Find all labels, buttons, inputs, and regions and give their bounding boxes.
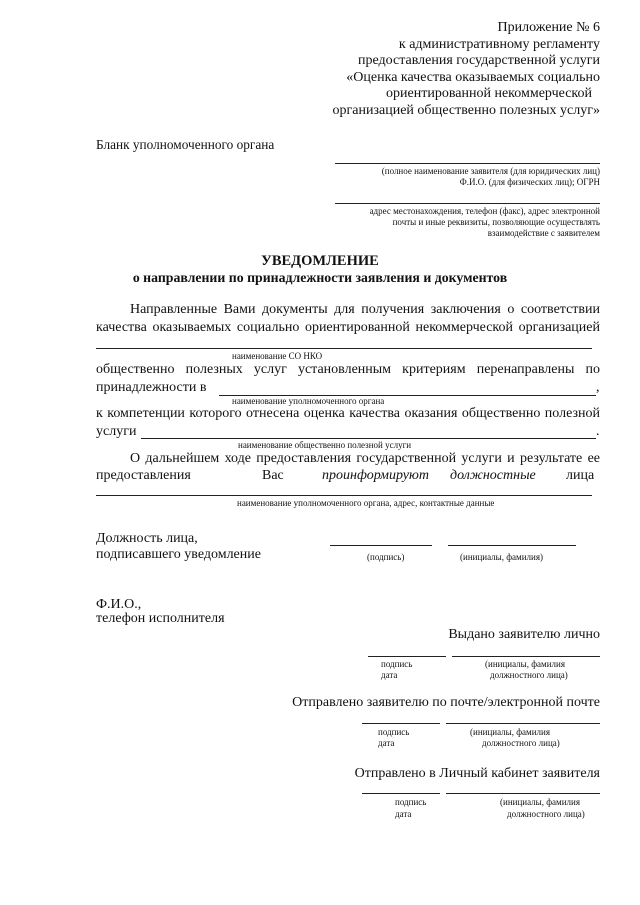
date-caption: дата	[378, 738, 395, 748]
service-caption: наименование общественно полезной услуги	[238, 440, 412, 450]
issued-cabinet-title: Отправлено в Личный кабинет заявителя	[354, 766, 600, 781]
applicant-name-line	[335, 163, 600, 164]
punctuation: .	[596, 424, 600, 439]
body-line: принадлежности в	[96, 380, 207, 395]
nko-name-line	[96, 348, 592, 349]
body-word: Вас	[262, 468, 284, 483]
document-title: УВЕДОМЛЕНИЕ	[261, 253, 379, 269]
body-line: качества оказываемых социально ориентированной некоммерческой организацией	[96, 320, 600, 335]
position-label: подписавшего уведомление	[96, 547, 261, 562]
appendix-line: ориентированной некоммерческой	[386, 86, 592, 101]
position-label: Должность лица,	[96, 531, 198, 546]
date-caption: дата	[381, 670, 398, 680]
signature-line	[330, 545, 432, 546]
issued-post-sign-line	[362, 723, 440, 724]
signature-caption: (подпись)	[367, 552, 405, 562]
authority-caption: наименование уполномоченного органа	[232, 396, 385, 406]
applicant-address-caption	[370, 206, 600, 239]
initials-caption: должностного лица)	[490, 670, 568, 680]
document-subtitle: о направлении по принадлежности заявления и документов	[132, 270, 508, 285]
date-caption: дата	[395, 809, 412, 819]
contact-caption: наименование уполномоченного органа, адрес, контактные данные	[237, 498, 495, 508]
initials-caption: (инициалы, фамилия)	[460, 552, 543, 562]
initials-caption: (инициалы, фамилия	[470, 727, 550, 737]
blank-label: Бланк уполномоченного органа	[96, 137, 275, 152]
executor-fio: Ф.И.О.,	[96, 597, 142, 612]
body-line: к компетенции которого отнесена оценка качества оказания общественно полезной	[96, 406, 600, 421]
appendix-line: «Оценка качества оказываемых социально	[346, 69, 600, 85]
caption-text: взаимодействие с заявителем	[487, 228, 600, 238]
body-word: должностные	[450, 468, 536, 483]
nko-caption: наименование СО НКО	[232, 351, 323, 361]
initials-caption: должностного лица)	[482, 738, 560, 748]
issued-post-title: Отправлено заявителю по почте/электронной почте	[292, 695, 600, 710]
issued-personal-initials-line	[452, 656, 600, 657]
appendix-number: Приложение № 6	[497, 20, 600, 35]
body-word: предоставления	[96, 468, 191, 483]
service-name-line	[141, 438, 596, 439]
body-line: О дальнейшем ходе предоставления государственной услуги и результате ее	[130, 451, 600, 466]
body-line: услуги	[96, 424, 137, 439]
issued-post-initials-line	[446, 723, 600, 724]
issued-personal-sign-line	[368, 656, 446, 657]
initials-caption: (инициалы, фамилия	[485, 659, 565, 669]
initials-caption: (инициалы, фамилия	[500, 797, 580, 807]
appendix-line: к административному регламенту	[398, 36, 600, 52]
initials-caption: должностного лица)	[507, 809, 585, 819]
punctuation: ,	[596, 380, 600, 395]
sign-caption: подпись	[378, 727, 410, 737]
appendix-line: предоставления государственной услуги	[358, 53, 600, 68]
body-line: общественно полезных услуг установленным критериям перенаправлены по	[96, 362, 600, 377]
executor-phone: телефон исполнителя	[96, 611, 225, 626]
contact-line	[96, 495, 592, 496]
appendix-header	[333, 20, 600, 119]
caption-text: (полное наименование заявителя (для юридических лиц)	[381, 166, 600, 176]
body-word: лица	[566, 468, 595, 483]
caption-text: почты и иные реквизиты, позволяющие осуществлять	[392, 217, 600, 227]
issued-personal-title: Выдано заявителю лично	[448, 627, 600, 642]
initials-line	[448, 545, 576, 546]
issued-cabinet-initials-line	[446, 793, 600, 794]
body-line: Направленные Вами документы для получения заключения о соответствии	[130, 302, 600, 317]
applicant-address-line	[335, 203, 600, 204]
applicant-name-caption	[382, 166, 600, 188]
body-word: проинформируют	[322, 468, 429, 483]
sign-caption: подпись	[395, 797, 427, 807]
appendix-line: организацией общественно полезных услуг»	[332, 102, 600, 118]
issued-cabinet-sign-line	[362, 793, 440, 794]
caption-text: адрес местонахождения, телефон (факс), адрес электронной	[369, 206, 600, 216]
sign-caption: подпись	[381, 659, 413, 669]
caption-text: Ф.И.О. (для физических лиц); ОГРН	[459, 177, 600, 187]
